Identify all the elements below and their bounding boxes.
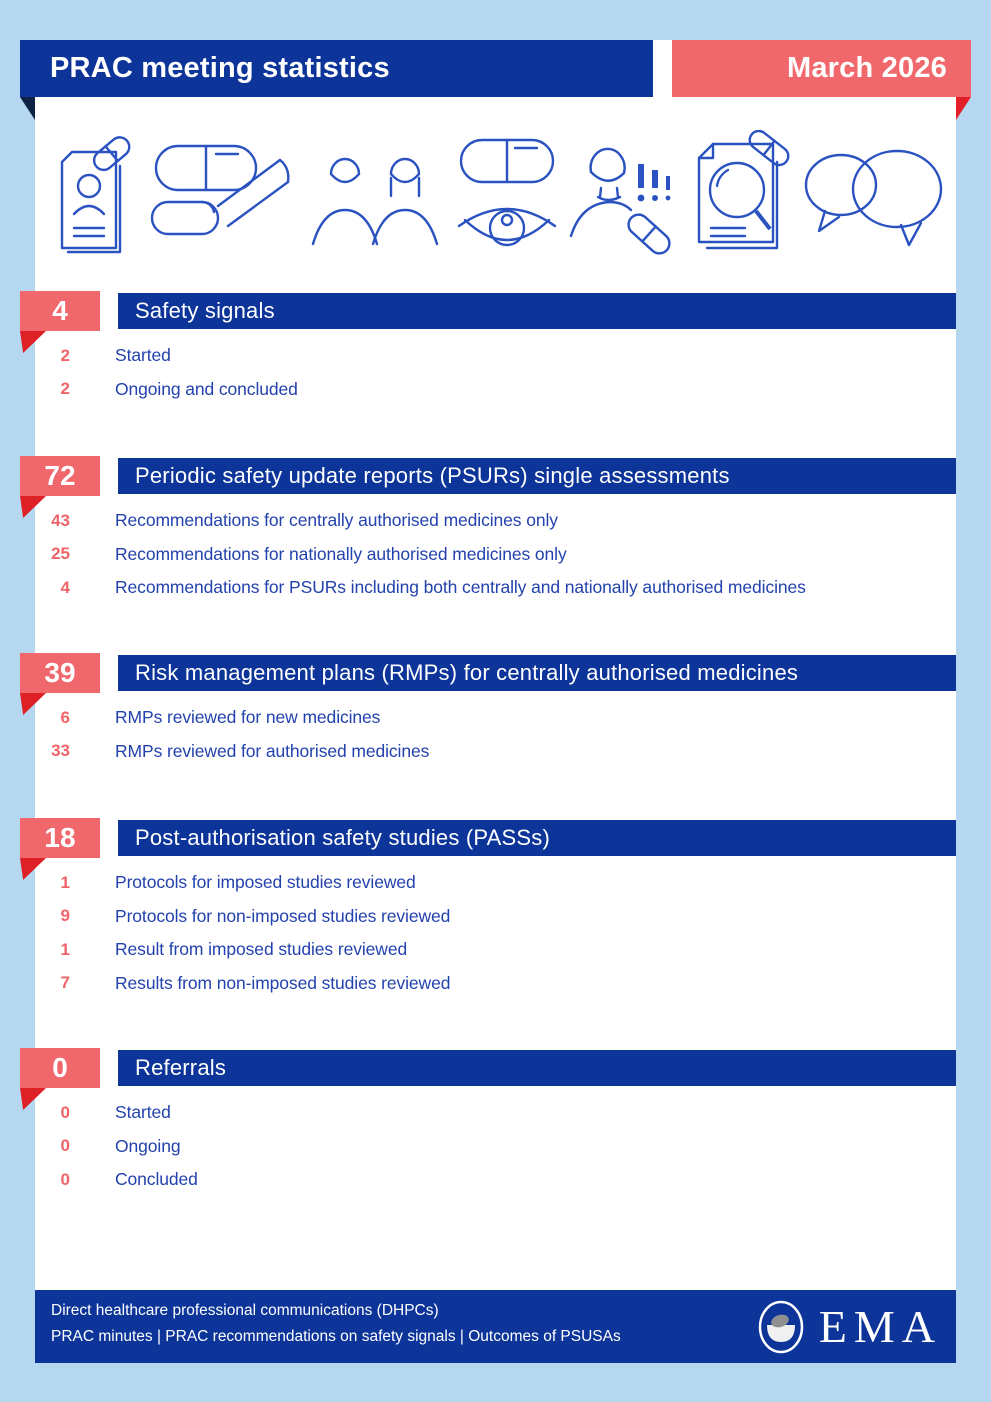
section-title-bar: [118, 820, 956, 856]
stat-item: [0, 866, 991, 900]
stat-label: Started: [115, 1102, 171, 1123]
stat-item: [0, 504, 991, 538]
section-total: 18: [44, 822, 76, 853]
stat-value: 2: [60, 379, 70, 399]
stat-item: [0, 538, 991, 572]
section-total-badge: [20, 456, 100, 496]
section-title-bar: [118, 1050, 956, 1086]
stat-item: [0, 967, 991, 1001]
stat-item: [0, 373, 991, 407]
stat-value: 1: [60, 939, 70, 959]
stat-label: Result from imposed studies reviewed: [115, 939, 408, 960]
title-ribbon-fold: [20, 97, 35, 120]
section-items: [0, 504, 991, 605]
section-title: Periodic safety update reports (PSURs) single assessments: [135, 463, 730, 488]
section-total: 39: [44, 657, 76, 688]
patient-alert-medicine-icon: [565, 130, 683, 262]
stat-value: 4: [60, 577, 70, 597]
date-ribbon-fold: [956, 97, 971, 120]
stat-label: Ongoing and concluded: [115, 378, 298, 399]
section-title: Safety signals: [135, 298, 275, 323]
stat-item: [0, 701, 991, 735]
patients-icon: [300, 142, 450, 250]
stat-value: 2: [60, 345, 70, 365]
icon-band: [50, 118, 945, 273]
section-total-badge: [20, 653, 100, 693]
section-title: Post-authorisation safety studies (PASSs): [135, 825, 550, 850]
section-items: [0, 339, 991, 406]
stat-label: Recommendations for nationally authorised medicines only: [115, 543, 567, 564]
stat-label: Ongoing: [115, 1135, 181, 1156]
stat-item: [0, 571, 991, 605]
stat-label: Recommendations for PSURs including both centrally and nationally authorised medicines: [115, 577, 806, 598]
stat-value: 0: [60, 1169, 70, 1189]
stat-label: Protocols for non-imposed studies reviewed: [115, 905, 451, 926]
stat-item: [0, 339, 991, 373]
document-review-magnifier-icon: [689, 130, 791, 262]
stat-label: RMPs reviewed for authorised medicines: [115, 740, 430, 761]
stat-label: Concluded: [115, 1169, 198, 1190]
stat-value: 33: [51, 741, 70, 761]
stat-item: [0, 735, 991, 769]
footer-dhpc-text: Direct healthcare professional communications (DHPCs): [51, 1302, 439, 1319]
stat-item: [0, 900, 991, 934]
stat-item: [0, 1096, 991, 1130]
date-badge: [672, 40, 971, 97]
stat-item: [0, 1130, 991, 1164]
section-items: [0, 1096, 991, 1197]
stat-item: [0, 933, 991, 967]
section-total: 4: [52, 295, 68, 326]
stat-label: RMPs reviewed for new medicines: [115, 707, 381, 728]
section-title: Referrals: [135, 1055, 227, 1080]
section-total-badge: [20, 818, 100, 858]
page-title-bar: [20, 40, 653, 97]
stat-item: [0, 1163, 991, 1197]
medicine-monitoring-eye-icon: [455, 132, 559, 260]
stat-value: 0: [60, 1102, 70, 1122]
hand-holding-medicine-icon: [144, 140, 294, 252]
stat-label: Recommendations for centrally authorised medicines only: [115, 510, 558, 531]
stat-value: 0: [60, 1136, 70, 1156]
stat-label: Started: [115, 345, 171, 366]
section-title-bar: [118, 655, 956, 691]
section-items: [0, 866, 991, 1000]
discussion-bubbles-icon: [797, 141, 945, 251]
section-items: [0, 701, 991, 768]
section-total-badge: [20, 291, 100, 331]
stat-value: 25: [51, 544, 70, 564]
footer-bar: [35, 1290, 956, 1363]
section-title-bar: [118, 293, 956, 329]
footer-links-text: PRAC minutes | PRAC recommendations on safety signals | Outcomes of PSUSAs: [51, 1328, 621, 1345]
section-title: Risk management plans (RMPs) for centrally authorised medicines: [135, 660, 799, 685]
page-title: PRAC meeting statistics: [50, 52, 390, 84]
patient-report-medicine-icon: [50, 132, 138, 260]
ema-emblem-icon: [753, 1299, 809, 1355]
stat-value: 6: [60, 707, 70, 727]
stat-label: Results from non-imposed studies reviewed: [115, 972, 451, 993]
section-total: 72: [44, 460, 76, 491]
section-total-badge: [20, 1048, 100, 1088]
stat-value: 1: [60, 872, 70, 892]
stat-label: Protocols for imposed studies reviewed: [115, 872, 416, 893]
stat-value: 9: [60, 906, 70, 926]
stat-value: 7: [60, 973, 70, 993]
section-title-bar: [118, 458, 956, 494]
ema-wordmark: EMA: [818, 1300, 942, 1352]
date-badge-label: March 2026: [787, 52, 947, 84]
ema-logo: [753, 1300, 942, 1353]
section-total: 0: [52, 1052, 68, 1083]
stat-value: 43: [51, 510, 70, 530]
